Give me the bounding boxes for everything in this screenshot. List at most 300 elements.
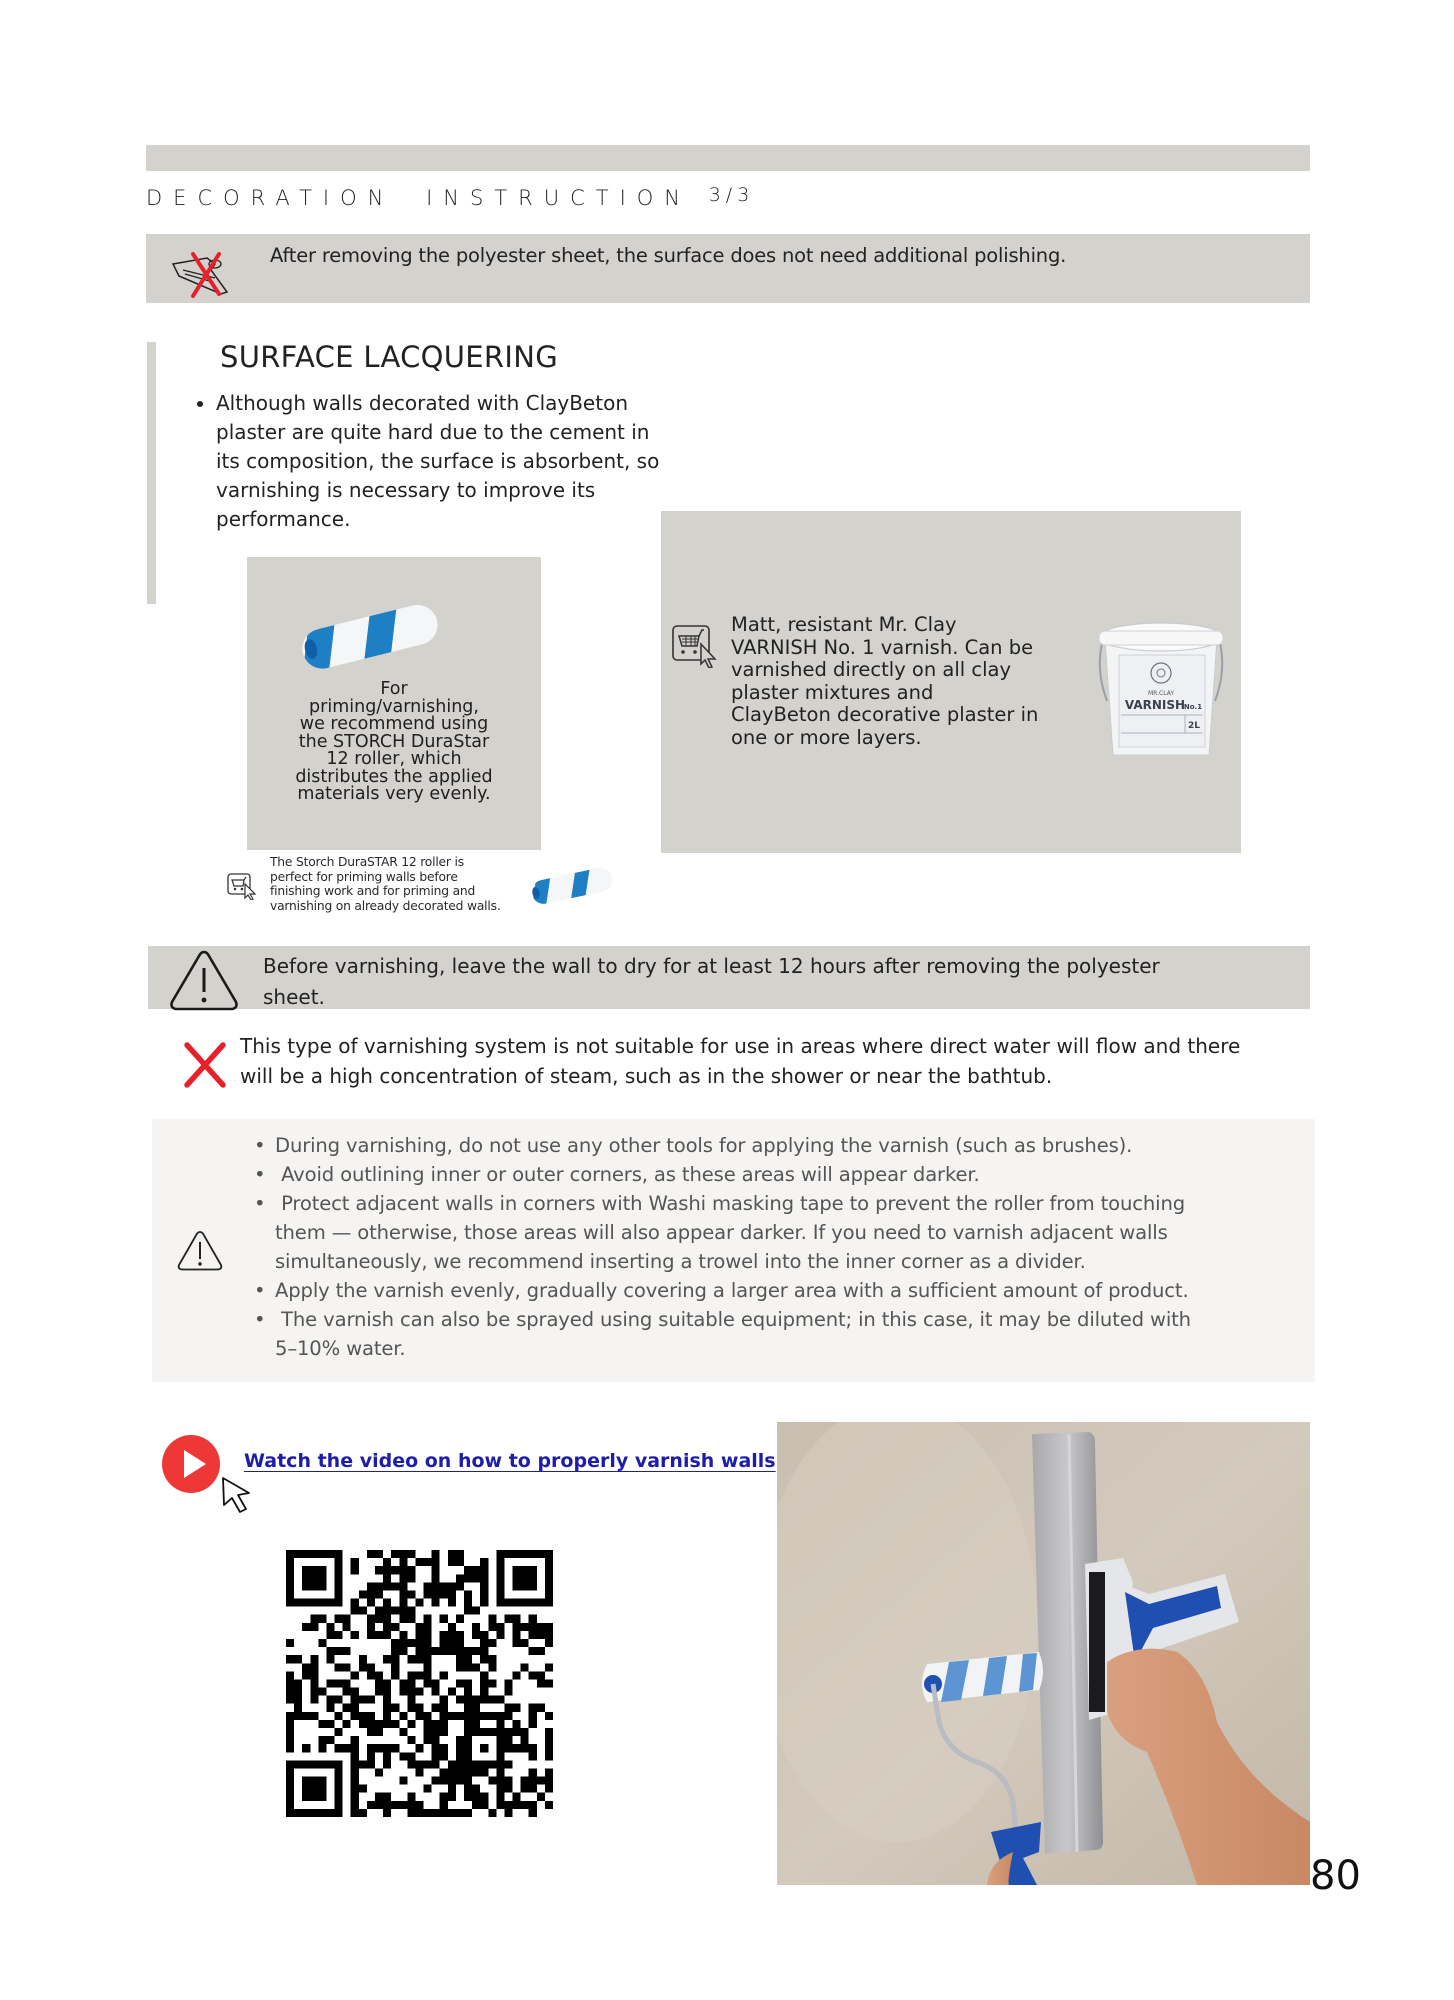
- qr-module: [496, 1582, 504, 1590]
- qr-module: [545, 1744, 553, 1752]
- warning-triangle-icon: [168, 948, 240, 1012]
- qr-module: [359, 1655, 367, 1663]
- qr-module: [472, 1760, 480, 1768]
- qr-module: [496, 1720, 504, 1728]
- qr-module: [351, 1712, 359, 1720]
- qr-module: [545, 1590, 553, 1598]
- qr-module: [464, 1720, 472, 1728]
- qr-module: [448, 1599, 456, 1607]
- drying-warning-banner: [148, 946, 1310, 1009]
- tip-item: [254, 1189, 1305, 1276]
- qr-module: [432, 1582, 440, 1590]
- qr-module: [464, 1785, 472, 1793]
- qr-module: [326, 1696, 334, 1704]
- qr-module: [294, 1550, 302, 1558]
- qr-module: [359, 1590, 367, 1598]
- qr-module: [464, 1647, 472, 1655]
- header-word-instruction: INSTRUCTION: [426, 186, 692, 210]
- qr-module: [391, 1655, 399, 1663]
- qr-module: [464, 1679, 472, 1687]
- qr-module: [375, 1688, 383, 1696]
- varnish-description: [731, 614, 1071, 749]
- qr-module: [464, 1688, 472, 1696]
- qr-module: [375, 1582, 383, 1590]
- qr-module: [480, 1679, 488, 1687]
- qr-module: [513, 1631, 521, 1639]
- shop-cart-icon[interactable]: [671, 624, 719, 668]
- qr-module: [407, 1760, 415, 1768]
- qr-module: [399, 1615, 407, 1623]
- qr-module: [537, 1631, 545, 1639]
- qr-module: [391, 1550, 399, 1558]
- qr-module: [440, 1728, 448, 1736]
- qr-module: [464, 1574, 472, 1582]
- qr-module: [513, 1599, 521, 1607]
- qr-module: [367, 1623, 375, 1631]
- qr-module: [496, 1728, 504, 1736]
- qr-module: [391, 1582, 399, 1590]
- qr-module: [302, 1777, 310, 1785]
- qr-module: [456, 1696, 464, 1704]
- qr-module: [440, 1801, 448, 1809]
- qr-module: [375, 1590, 383, 1598]
- qr-module: [326, 1631, 334, 1639]
- qr-module: [391, 1647, 399, 1655]
- qr-module: [448, 1623, 456, 1631]
- qr-module: [286, 1736, 294, 1744]
- qr-module: [424, 1639, 432, 1647]
- qr-module: [326, 1720, 334, 1728]
- qr-module: [456, 1679, 464, 1687]
- bucket-volume: 2L: [1188, 721, 1200, 731]
- qr-module: [286, 1728, 294, 1736]
- qr-module: [415, 1599, 423, 1607]
- qr-module: [286, 1599, 294, 1607]
- qr-module: [529, 1647, 537, 1655]
- not-suitable-line: will be a high concentration of steam, such as in the shower or near the bathtub.: [240, 1063, 1053, 1088]
- qr-module: [335, 1550, 343, 1558]
- qr-module: [375, 1679, 383, 1687]
- qr-module: [335, 1615, 343, 1623]
- qr-module: [335, 1744, 343, 1752]
- qr-module: [399, 1752, 407, 1760]
- qr-module: [545, 1679, 553, 1687]
- qr-module: [367, 1671, 375, 1679]
- qr-module: [432, 1777, 440, 1785]
- varnish-product-box: [661, 511, 1241, 853]
- qr-module: [399, 1679, 407, 1687]
- qr-module: [399, 1582, 407, 1590]
- intro-bullet-list: [198, 389, 676, 534]
- qr-code-image[interactable]: [286, 1550, 553, 1817]
- qr-module: [391, 1623, 399, 1631]
- drying-warning-text: [263, 951, 1273, 1013]
- qr-module: [318, 1574, 326, 1582]
- qr-module: [432, 1744, 440, 1752]
- qr-module: [440, 1768, 448, 1776]
- tip-line: The varnish can also be sprayed using suitable equipment; in this case, it may be diluted with: [275, 1308, 1191, 1331]
- qr-module: [424, 1582, 432, 1590]
- qr-module: [464, 1777, 472, 1785]
- qr-module: [383, 1566, 391, 1574]
- qr-module: [318, 1777, 326, 1785]
- qr-module: [504, 1809, 512, 1817]
- qr-module: [383, 1688, 391, 1696]
- qr-module: [326, 1599, 334, 1607]
- qr-module: [399, 1801, 407, 1809]
- watch-video-link[interactable]: Watch the video on how to properly varnish walls: [244, 1450, 776, 1472]
- qr-module: [545, 1550, 553, 1558]
- tip-item: [254, 1276, 1305, 1305]
- qr-module: [496, 1590, 504, 1598]
- qr-module: [440, 1615, 448, 1623]
- qr-module: [335, 1801, 343, 1809]
- qr-module: [545, 1631, 553, 1639]
- qr-module: [383, 1793, 391, 1801]
- qr-module: [415, 1558, 423, 1566]
- qr-module: [529, 1550, 537, 1558]
- qr-module: [529, 1599, 537, 1607]
- qr-module: [496, 1744, 504, 1752]
- qr-module: [286, 1760, 294, 1768]
- qr-module: [521, 1639, 529, 1647]
- qr-module: [472, 1623, 480, 1631]
- caption-line: varnishing on already decorated walls.: [270, 898, 501, 913]
- qr-module: [488, 1712, 496, 1720]
- qr-module: [464, 1768, 472, 1776]
- qr-module: [399, 1777, 407, 1785]
- qr-module: [326, 1809, 334, 1817]
- qr-module: [335, 1712, 343, 1720]
- qr-module: [310, 1663, 318, 1671]
- qr-module: [440, 1582, 448, 1590]
- qr-module: [432, 1809, 440, 1817]
- qr-module: [432, 1752, 440, 1760]
- qr-module: [399, 1566, 407, 1574]
- qr-module: [351, 1566, 359, 1574]
- qr-module: [302, 1566, 310, 1574]
- qr-module: [480, 1768, 488, 1776]
- qr-module: [488, 1728, 496, 1736]
- qr-module: [464, 1760, 472, 1768]
- qr-module: [488, 1655, 496, 1663]
- note-text: After removing the polyester sheet, the surface does not need additional polishing.: [270, 244, 1067, 267]
- qr-module: [351, 1736, 359, 1744]
- roller-recommendation-text: [247, 681, 541, 804]
- qr-module: [351, 1752, 359, 1760]
- qr-module: [480, 1631, 488, 1639]
- qr-module: [480, 1590, 488, 1598]
- qr-module: [432, 1550, 440, 1558]
- qr-module: [513, 1793, 521, 1801]
- play-triangle: [184, 1450, 206, 1478]
- qr-module: [310, 1623, 318, 1631]
- qr-module: [335, 1809, 343, 1817]
- qr-module: [286, 1550, 294, 1558]
- qr-module: [351, 1777, 359, 1785]
- qr-module: [383, 1704, 391, 1712]
- qr-module: [464, 1752, 472, 1760]
- qr-module: [310, 1688, 318, 1696]
- qr-module: [391, 1704, 399, 1712]
- qr-module: [504, 1785, 512, 1793]
- qr-module: [529, 1582, 537, 1590]
- qr-module: [448, 1777, 456, 1785]
- storch-durastar-roller-image: [297, 603, 441, 671]
- qr-module: [383, 1615, 391, 1623]
- qr-module: [367, 1760, 375, 1768]
- qr-module: [504, 1744, 512, 1752]
- qr-module: [415, 1623, 423, 1631]
- qr-module: [286, 1793, 294, 1801]
- qr-module: [537, 1647, 545, 1655]
- qr-module: [537, 1793, 545, 1801]
- varnish-bucket-image: [1089, 609, 1233, 761]
- qr-module: [383, 1801, 391, 1809]
- qr-module: [383, 1655, 391, 1663]
- qr-module: [456, 1712, 464, 1720]
- qr-module: [432, 1688, 440, 1696]
- qr-module: [440, 1696, 448, 1704]
- not-suitable-line: This type of varnishing system is not suitable for use in areas where direct water will flow and there: [240, 1034, 1241, 1058]
- qr-module: [529, 1720, 537, 1728]
- qr-module: [545, 1777, 553, 1785]
- qr-module: [545, 1574, 553, 1582]
- qr-module: [456, 1744, 464, 1752]
- warning-triangle-icon: [176, 1229, 224, 1273]
- tip-item: [254, 1131, 1305, 1160]
- tips-list: [254, 1131, 1305, 1363]
- qr-module: [448, 1793, 456, 1801]
- qr-module: [472, 1720, 480, 1728]
- roller-recommendation-box: [247, 557, 541, 850]
- qr-module: [448, 1760, 456, 1768]
- qr-module: [351, 1760, 359, 1768]
- qr-module: [537, 1777, 545, 1785]
- qr-module: [440, 1671, 448, 1679]
- qr-module: [521, 1736, 529, 1744]
- varnishing-wall-with-roller-photo: [777, 1422, 1310, 1885]
- qr-module: [399, 1590, 407, 1598]
- qr-module: [302, 1793, 310, 1801]
- qr-module: [513, 1615, 521, 1623]
- qr-module: [529, 1785, 537, 1793]
- qr-module: [464, 1566, 472, 1574]
- qr-module: [391, 1639, 399, 1647]
- qr-module: [529, 1615, 537, 1623]
- qr-module: [529, 1744, 537, 1752]
- qr-module: [424, 1760, 432, 1768]
- qr-module: [335, 1793, 343, 1801]
- qr-module: [504, 1760, 512, 1768]
- qr-module: [440, 1631, 448, 1639]
- qr-module: [367, 1582, 375, 1590]
- qr-module: [545, 1801, 553, 1809]
- qr-module: [383, 1752, 391, 1760]
- qr-module: [294, 1679, 302, 1687]
- mouse-cursor-icon: [220, 1475, 256, 1515]
- qr-module: [456, 1647, 464, 1655]
- bucket-number: No.1: [1183, 703, 1203, 711]
- qr-module: [367, 1712, 375, 1720]
- qr-module: [415, 1671, 423, 1679]
- qr-module: [318, 1599, 326, 1607]
- qr-module: [521, 1777, 529, 1785]
- bullet: •: [254, 1134, 266, 1157]
- qr-module: [448, 1785, 456, 1793]
- qr-module: [496, 1599, 504, 1607]
- shop-cart-icon[interactable]: [227, 872, 257, 900]
- no-polishing-note-banner: [146, 234, 1310, 303]
- qr-module: [537, 1704, 545, 1712]
- qr-module: [480, 1558, 488, 1566]
- qr-module: [529, 1623, 537, 1631]
- roller-text-line: priming/varnishing,: [309, 696, 479, 717]
- qr-module: [424, 1712, 432, 1720]
- qr-module: [310, 1785, 318, 1793]
- qr-module: [424, 1655, 432, 1663]
- qr-module: [343, 1744, 351, 1752]
- qr-module: [424, 1736, 432, 1744]
- qr-module: [351, 1558, 359, 1566]
- qr-module: [488, 1663, 496, 1671]
- warning-line: sheet.: [263, 985, 325, 1009]
- qr-module: [448, 1590, 456, 1598]
- qr-module: [343, 1615, 351, 1623]
- play-button-icon[interactable]: [162, 1435, 220, 1493]
- qr-module: [383, 1809, 391, 1817]
- qr-module: [407, 1566, 415, 1574]
- roller-text-line: For: [380, 679, 408, 699]
- qr-module: [432, 1574, 440, 1582]
- varnish-text-line: ClayBeton decorative plaster in: [731, 703, 1039, 726]
- qr-module: [456, 1550, 464, 1558]
- qr-module: [326, 1736, 334, 1744]
- qr-module: [375, 1744, 383, 1752]
- qr-module: [326, 1679, 334, 1687]
- qr-module: [310, 1671, 318, 1679]
- qr-module: [351, 1785, 359, 1793]
- warning-line: Before varnishing, leave the wall to dry for at least 12 hours after removing the polyester: [263, 954, 1160, 978]
- qr-module: [480, 1655, 488, 1663]
- qr-module: [496, 1712, 504, 1720]
- qr-module: [545, 1582, 553, 1590]
- qr-module: [351, 1671, 359, 1679]
- qr-module: [310, 1599, 318, 1607]
- roller-text-line: distributes the applied: [295, 766, 493, 787]
- qr-module: [480, 1728, 488, 1736]
- qr-module: [302, 1744, 310, 1752]
- qr-module: [537, 1671, 545, 1679]
- qr-module: [440, 1744, 448, 1752]
- qr-module: [407, 1639, 415, 1647]
- qr-module: [310, 1696, 318, 1704]
- qr-module: [326, 1655, 334, 1663]
- caption-line: perfect for priming walls before: [270, 869, 458, 884]
- qr-module: [424, 1623, 432, 1631]
- red-x-icon: [182, 1041, 228, 1089]
- qr-module: [529, 1712, 537, 1720]
- section-title: SURFACE LACQUERING: [220, 340, 558, 374]
- qr-module: [464, 1744, 472, 1752]
- qr-module: [335, 1768, 343, 1776]
- qr-module: [456, 1768, 464, 1776]
- qr-module: [480, 1793, 488, 1801]
- qr-module: [504, 1599, 512, 1607]
- qr-module: [286, 1582, 294, 1590]
- qr-module: [415, 1801, 423, 1809]
- qr-module: [521, 1550, 529, 1558]
- qr-module: [399, 1712, 407, 1720]
- not-suitable-text: [240, 1032, 1315, 1091]
- qr-module: [391, 1566, 399, 1574]
- qr-module: [286, 1777, 294, 1785]
- qr-module: [415, 1760, 423, 1768]
- qr-module: [383, 1760, 391, 1768]
- qr-module: [407, 1688, 415, 1696]
- qr-module: [496, 1752, 504, 1760]
- bullet: •: [254, 1308, 266, 1331]
- qr-module: [513, 1704, 521, 1712]
- qr-module: [367, 1728, 375, 1736]
- qr-module: [432, 1728, 440, 1736]
- qr-module: [472, 1712, 480, 1720]
- qr-module: [472, 1728, 480, 1736]
- qr-module: [448, 1550, 456, 1558]
- qr-module: [375, 1801, 383, 1809]
- qr-module: [318, 1550, 326, 1558]
- qr-module: [545, 1736, 553, 1744]
- qr-module: [407, 1752, 415, 1760]
- bullet: •: [254, 1192, 266, 1215]
- qr-module: [456, 1663, 464, 1671]
- qr-module: [424, 1663, 432, 1671]
- qr-module: [318, 1582, 326, 1590]
- qr-module: [456, 1777, 464, 1785]
- varnish-text-line: VARNISH No. 1 varnish. Can be: [731, 635, 1034, 659]
- qr-module: [375, 1768, 383, 1776]
- qr-module: [480, 1647, 488, 1655]
- qr-module: [513, 1639, 521, 1647]
- qr-module: [440, 1590, 448, 1598]
- qr-module: [286, 1566, 294, 1574]
- qr-module: [424, 1615, 432, 1623]
- qr-module: [537, 1599, 545, 1607]
- small-roller-image[interactable]: [528, 866, 614, 906]
- qr-module: [318, 1736, 326, 1744]
- qr-module: [286, 1688, 294, 1696]
- qr-module: [415, 1712, 423, 1720]
- qr-module: [351, 1809, 359, 1817]
- qr-module: [318, 1760, 326, 1768]
- qr-module: [480, 1760, 488, 1768]
- qr-module: [521, 1582, 529, 1590]
- qr-module: [432, 1679, 440, 1687]
- qr-module: [343, 1647, 351, 1655]
- qr-module: [375, 1728, 383, 1736]
- qr-module: [359, 1696, 367, 1704]
- qr-module: [448, 1639, 456, 1647]
- qr-module: [318, 1566, 326, 1574]
- qr-module: [496, 1785, 504, 1793]
- qr-module: [480, 1639, 488, 1647]
- bullet: •: [254, 1163, 266, 1186]
- qr-module: [367, 1752, 375, 1760]
- qr-module: [480, 1566, 488, 1574]
- qr-module: [351, 1631, 359, 1639]
- qr-module: [286, 1720, 294, 1728]
- qr-module: [294, 1704, 302, 1712]
